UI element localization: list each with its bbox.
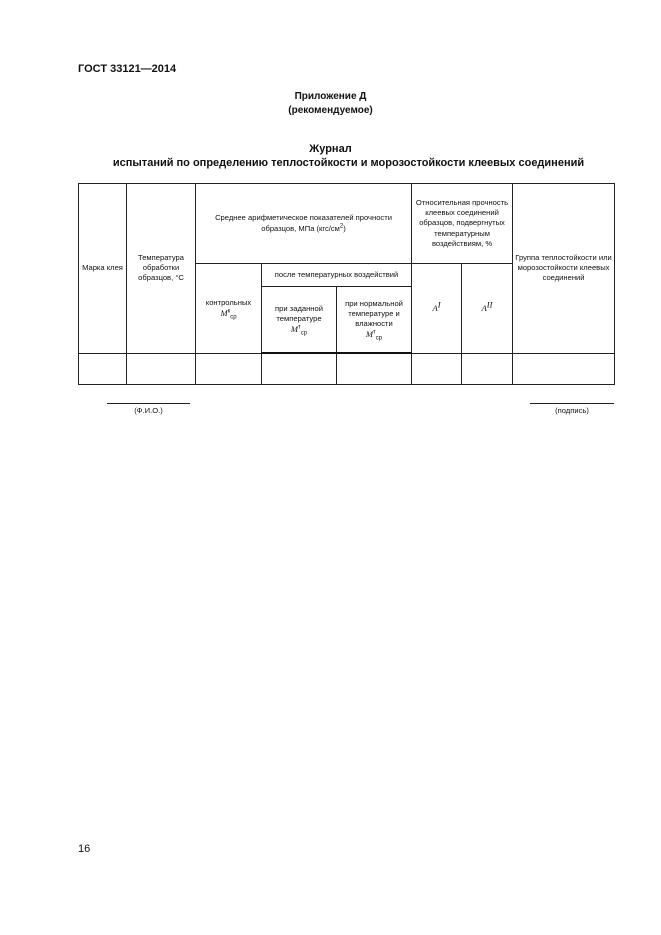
- header-at-set-temperature: при заданной температуре $M^т_{ср}$: [262, 287, 337, 354]
- header-group: Группа теплостойкости или морозостойкости клеевых соединений: [513, 184, 615, 354]
- header-a2: $A^{II}$: [462, 264, 513, 354]
- header-after-exposure: после температурных воздействий: [262, 264, 412, 287]
- header-a1: $A^I$: [412, 264, 462, 354]
- table-cell: [412, 353, 462, 385]
- table-cell: [196, 353, 262, 385]
- table-cell: [262, 353, 337, 385]
- header-strength: Среднее арифметическое показателей прочности образцов, МПа $(кгс/см^2)$: [196, 184, 412, 264]
- table-row: [79, 353, 615, 385]
- header-control: контрольных $M^к_{ср}$: [196, 264, 262, 354]
- name-label: (Ф.И.О.): [134, 406, 163, 415]
- table-cell: [79, 353, 127, 385]
- document-code: ГОСТ 33121—2014: [78, 63, 177, 75]
- appendix-title: Приложение Д: [294, 91, 367, 102]
- table-cell: [127, 353, 196, 385]
- signature-line: [530, 403, 614, 404]
- journal-subtitle: испытаний по определению теплостойкости и морозостойкости клеевых соединений: [112, 157, 585, 169]
- header-relative-strength: Относительная прочность клеевых соединений образцов, подвергнутых температурным воздействиям, %: [412, 184, 513, 264]
- journal-table: [78, 183, 615, 385]
- table-cell: [337, 353, 412, 385]
- page-number: 16: [78, 843, 91, 855]
- table-cell: [513, 353, 615, 385]
- journal-title: Журнал: [309, 143, 352, 155]
- header-at-normal-conditions: при нормальной температуре и влажности $M^т_{ср}$: [337, 287, 412, 354]
- table-cell: [462, 353, 513, 385]
- header-temperature: Температура обработки образцов, °C: [127, 184, 196, 354]
- appendix-subtitle: (рекомендуемое): [288, 105, 373, 116]
- header-brand: Марка клея: [79, 184, 127, 354]
- signature-label: (подпись): [555, 406, 589, 415]
- name-signature-line: [107, 403, 190, 404]
